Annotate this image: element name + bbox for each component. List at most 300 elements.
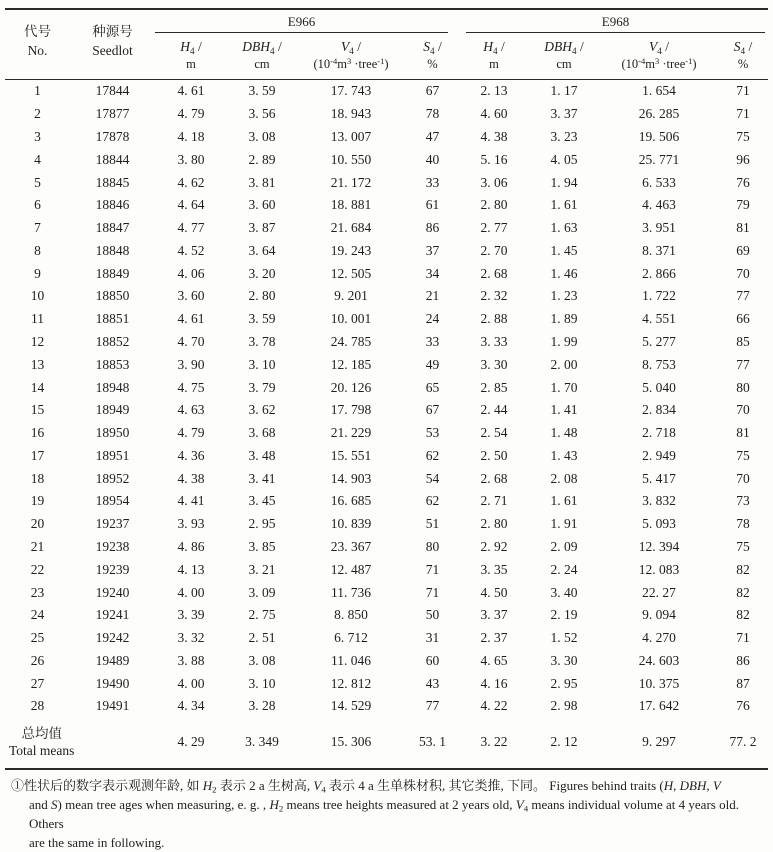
cell-e966-s4: 33 bbox=[425, 333, 440, 349]
table-row bbox=[5, 399, 768, 422]
cell-e966-v4: 13. 007 bbox=[330, 128, 372, 144]
cell-e966-v4: 20. 126 bbox=[330, 379, 372, 395]
cell-no: 15 bbox=[30, 402, 45, 418]
header-e966-dbh4 bbox=[227, 33, 297, 80]
table-row bbox=[5, 308, 768, 331]
cell-e968-h4: 2. 80 bbox=[480, 197, 508, 213]
cell-e966-dbh4: 3. 64 bbox=[248, 242, 276, 258]
cell-e966-h4: 4. 41 bbox=[177, 493, 205, 509]
header-group-e966 bbox=[155, 9, 460, 33]
cell-e968-dbh4: 3. 40 bbox=[550, 584, 578, 600]
cell-e968-s4: 71 bbox=[736, 106, 750, 122]
cell-e968-dbh4: 3. 37 bbox=[550, 106, 578, 122]
total-e966-s4: 53. 1 bbox=[405, 718, 460, 769]
header-e966-v4 bbox=[297, 33, 405, 80]
cell-seedlot: 19237 bbox=[95, 516, 130, 532]
cell-e966-v4: 6. 712 bbox=[334, 630, 368, 646]
cell-seedlot: 18852 bbox=[95, 333, 130, 349]
table-row bbox=[5, 103, 768, 126]
cell-e968-v4: 12. 394 bbox=[638, 539, 680, 555]
cell-e968-s4: 79 bbox=[736, 197, 750, 213]
footnote-line: are the same in following. bbox=[29, 834, 165, 850]
cell-e966-h4: 3. 39 bbox=[177, 607, 205, 623]
cell-e966-h4: 4. 75 bbox=[177, 379, 205, 395]
table-footer bbox=[5, 718, 768, 769]
cell-e968-dbh4: 2. 08 bbox=[550, 470, 578, 486]
h4-label: $H_4$ / bbox=[180, 39, 202, 56]
cell-e968-h4: 4. 16 bbox=[480, 675, 508, 691]
cell-e966-v4: 17. 798 bbox=[330, 402, 372, 418]
cell-e966-s4: 80 bbox=[425, 539, 440, 555]
cell-e966-v4: 10. 550 bbox=[330, 151, 372, 167]
table-row bbox=[5, 194, 768, 217]
cell-e966-s4: 43 bbox=[425, 675, 440, 691]
cell-seedlot: 19490 bbox=[95, 675, 130, 691]
cell-e968-dbh4: 1. 91 bbox=[550, 516, 578, 532]
cell-e966-v4: 19. 243 bbox=[330, 242, 372, 258]
cell-e966-v4: 24. 785 bbox=[330, 333, 372, 349]
cell-e966-v4: 12. 812 bbox=[330, 675, 372, 691]
cell-seedlot: 18948 bbox=[95, 379, 130, 395]
cell-seedlot: 18851 bbox=[95, 311, 130, 327]
table-row bbox=[5, 262, 768, 285]
total-e966-dbh4: 3. 349 bbox=[227, 718, 297, 769]
cell-e968-v4: 3. 951 bbox=[642, 220, 676, 236]
cell-e968-v4: 5. 040 bbox=[642, 379, 676, 395]
cell-e966-h4: 4. 00 bbox=[177, 675, 205, 691]
cell-e968-dbh4: 1. 89 bbox=[550, 311, 578, 327]
total-means-row bbox=[5, 718, 768, 769]
cell-e966-v4: 11. 046 bbox=[331, 652, 371, 668]
cell-e968-dbh4: 1. 70 bbox=[550, 379, 578, 395]
total-e968-v4: 9. 297 bbox=[600, 718, 718, 769]
cell-e968-dbh4: 1. 61 bbox=[550, 197, 578, 213]
cell-no: 14 bbox=[30, 379, 45, 395]
cell-e968-v4: 8. 371 bbox=[642, 242, 676, 258]
cell-e966-h4: 4. 36 bbox=[177, 447, 205, 463]
cell-e966-dbh4: 3. 41 bbox=[248, 470, 276, 486]
cell-e968-s4: 86 bbox=[736, 652, 750, 668]
cell-seedlot: 17878 bbox=[95, 128, 130, 144]
dbh4-unit: cm bbox=[556, 57, 572, 71]
cell-seedlot: 18949 bbox=[95, 402, 130, 418]
cell-e966-s4: 53 bbox=[425, 425, 440, 441]
cell-e966-dbh4: 3. 10 bbox=[248, 356, 276, 372]
cell-e966-v4: 12. 505 bbox=[330, 265, 372, 281]
header-no bbox=[5, 9, 70, 80]
cell-no: 25 bbox=[30, 630, 45, 646]
cell-e966-dbh4: 2. 75 bbox=[248, 607, 276, 623]
v4-unit: ($10^{-4}m^3$ ·tree$^{-1}$) bbox=[621, 55, 697, 71]
cell-seedlot: 19239 bbox=[95, 561, 130, 577]
cell-e968-v4: 19. 506 bbox=[638, 128, 680, 144]
h4-label: $H_4$ / bbox=[483, 39, 505, 56]
cell-e966-h4: 4. 64 bbox=[177, 197, 205, 213]
cell-e966-v4: 18. 943 bbox=[330, 106, 372, 122]
header-seedlot-en: Seedlot bbox=[92, 43, 133, 58]
cell-e966-s4: 61 bbox=[425, 197, 440, 213]
cell-e968-v4: 17. 642 bbox=[638, 698, 680, 714]
cell-no: 3 bbox=[34, 128, 41, 144]
cell-e966-dbh4: 3. 79 bbox=[248, 379, 276, 395]
cell-e966-v4: 18. 881 bbox=[330, 197, 372, 213]
cell-e968-v4: 2. 834 bbox=[642, 402, 676, 418]
cell-e968-s4: 96 bbox=[736, 151, 750, 167]
cell-e968-s4: 69 bbox=[736, 242, 750, 258]
cell-e968-v4: 9. 094 bbox=[642, 607, 676, 623]
cell-no: 26 bbox=[30, 652, 45, 668]
cell-seedlot: 18952 bbox=[95, 470, 130, 486]
cell-e966-h4: 4. 61 bbox=[177, 83, 205, 99]
cell-e966-s4: 51 bbox=[425, 516, 440, 532]
cell-seedlot: 18850 bbox=[95, 288, 130, 304]
cell-seedlot: 17877 bbox=[95, 106, 130, 122]
cell-e966-v4: 14. 529 bbox=[330, 698, 372, 714]
cell-e966-v4: 16. 685 bbox=[330, 493, 372, 509]
cell-seedlot: 18950 bbox=[95, 425, 130, 441]
cell-e966-v4: 21. 172 bbox=[330, 174, 372, 190]
cell-e968-s4: 71 bbox=[736, 83, 750, 99]
cell-e968-h4: 2. 54 bbox=[480, 425, 508, 441]
cell-e966-dbh4: 2. 51 bbox=[248, 630, 276, 646]
cell-e966-h4: 4. 00 bbox=[177, 584, 205, 600]
table-row bbox=[5, 80, 768, 103]
cell-no: 10 bbox=[30, 288, 45, 304]
cell-e968-s4: 76 bbox=[736, 174, 750, 190]
cell-e968-s4: 85 bbox=[736, 333, 750, 349]
cell-seedlot: 19240 bbox=[95, 584, 130, 600]
cell-e968-h4: 3. 30 bbox=[480, 356, 508, 372]
cell-e968-v4: 2. 718 bbox=[642, 425, 676, 441]
header-e968-dbh4 bbox=[528, 33, 600, 80]
cell-e968-s4: 76 bbox=[736, 698, 750, 714]
cell-no: 8 bbox=[34, 242, 41, 258]
cell-no: 2 bbox=[34, 106, 41, 122]
s4-label: $S_4$ / bbox=[733, 39, 753, 56]
cell-e966-h4: 3. 93 bbox=[177, 516, 205, 532]
cell-e966-s4: 34 bbox=[425, 265, 440, 281]
cell-e968-s4: 71 bbox=[736, 630, 750, 646]
cell-e966-h4: 4. 79 bbox=[177, 425, 205, 441]
cell-e968-s4: 81 bbox=[736, 425, 750, 441]
table-row bbox=[5, 239, 768, 262]
cell-e966-h4: 4. 61 bbox=[177, 311, 205, 327]
dbh4-label: $DBH_4$ / bbox=[242, 39, 282, 56]
cell-e966-h4: 3. 88 bbox=[177, 652, 205, 668]
cell-e966-h4: 4. 06 bbox=[177, 265, 205, 281]
total-e966-h4: 4. 29 bbox=[155, 718, 227, 769]
header-seedlot bbox=[70, 9, 155, 80]
cell-e968-v4: 4. 463 bbox=[642, 197, 676, 213]
cell-e968-dbh4: 1. 46 bbox=[550, 265, 578, 281]
cell-e968-s4: 77 bbox=[736, 288, 750, 304]
cell-e966-h4: 4. 70 bbox=[177, 333, 205, 349]
cell-e968-dbh4: 1. 45 bbox=[550, 242, 578, 258]
cell-e966-s4: 54 bbox=[425, 470, 440, 486]
cell-e966-dbh4: 3. 45 bbox=[248, 493, 276, 509]
cell-e966-s4: 50 bbox=[425, 607, 440, 623]
cell-e966-h4: 4. 63 bbox=[177, 402, 205, 418]
cell-e966-s4: 71 bbox=[425, 584, 440, 600]
table-row bbox=[5, 490, 768, 513]
header-seedlot-zh: 种源号 bbox=[92, 24, 133, 39]
cell-e966-dbh4: 2. 95 bbox=[248, 516, 276, 532]
cell-e968-v4: 22. 27 bbox=[642, 584, 676, 600]
cell-e966-dbh4: 2. 80 bbox=[248, 288, 276, 304]
cell-e966-dbh4: 3. 59 bbox=[248, 311, 276, 327]
cell-seedlot: 18844 bbox=[95, 151, 130, 167]
cell-e968-dbh4: 1. 43 bbox=[550, 447, 578, 463]
cell-e966-dbh4: 3. 68 bbox=[248, 425, 276, 441]
cell-e968-h4: 2. 13 bbox=[480, 83, 508, 99]
s4-label: $S_4$ / bbox=[423, 39, 442, 56]
table-row bbox=[5, 581, 768, 604]
cell-e968-s4: 70 bbox=[736, 265, 750, 281]
table-row bbox=[5, 376, 768, 399]
cell-e966-h4: 3. 32 bbox=[177, 630, 205, 646]
cell-seedlot: 18849 bbox=[95, 265, 130, 281]
cell-e968-dbh4: 1. 48 bbox=[550, 425, 578, 441]
cell-e968-dbh4: 1. 94 bbox=[550, 174, 578, 190]
cell-e966-v4: 14. 903 bbox=[330, 470, 372, 486]
cell-no: 24 bbox=[30, 607, 45, 623]
table-row bbox=[5, 148, 768, 171]
table-row bbox=[5, 353, 768, 376]
cell-seedlot: 18951 bbox=[95, 447, 130, 463]
table-row bbox=[5, 422, 768, 445]
cell-no: 7 bbox=[34, 220, 41, 236]
total-label-zh: 总均值 bbox=[21, 725, 62, 741]
cell-e966-v4: 21. 229 bbox=[330, 425, 372, 441]
cell-e966-h4: 4. 34 bbox=[177, 698, 205, 714]
cell-e966-v4: 23. 367 bbox=[330, 539, 372, 555]
h4-unit: m bbox=[186, 57, 196, 71]
cell-e966-h4: 4. 52 bbox=[177, 242, 205, 258]
cell-e966-v4: 8. 850 bbox=[334, 607, 368, 623]
cell-e968-h4: 3. 06 bbox=[480, 174, 508, 190]
footnote-line: and S) mean tree ages when measuring, e. g. , $H_2$ means tree heights measured at 2 years old, $V_4$ means individual volume at 4 years old. Others bbox=[29, 796, 739, 831]
total-label-en: Total means bbox=[9, 742, 75, 758]
table-row bbox=[5, 126, 768, 149]
header-e968-s4 bbox=[718, 33, 768, 80]
cell-e966-h4: 4. 86 bbox=[177, 539, 205, 555]
cell-e966-dbh4: 3. 56 bbox=[248, 106, 276, 122]
cell-e966-s4: 60 bbox=[425, 652, 440, 668]
cell-no: 5 bbox=[34, 174, 41, 190]
cell-seedlot: 18848 bbox=[95, 242, 130, 258]
cell-e968-h4: 2. 71 bbox=[480, 493, 508, 509]
cell-e968-s4: 77 bbox=[736, 356, 750, 372]
cell-e968-v4: 25. 771 bbox=[638, 151, 680, 167]
cell-e966-dbh4: 3. 62 bbox=[248, 402, 276, 418]
cell-e968-dbh4: 2. 19 bbox=[550, 607, 578, 623]
cell-e966-v4: 9. 201 bbox=[334, 288, 368, 304]
table-footnote bbox=[5, 776, 768, 852]
cell-e966-h4: 4. 62 bbox=[177, 174, 205, 190]
cell-e968-v4: 10. 375 bbox=[638, 675, 680, 691]
cell-e968-v4: 2. 866 bbox=[642, 265, 676, 281]
cell-e966-dbh4: 3. 81 bbox=[248, 174, 276, 190]
cell-seedlot: 19242 bbox=[95, 630, 130, 646]
cell-e966-s4: 47 bbox=[425, 128, 440, 144]
s4-unit: % bbox=[427, 57, 438, 71]
cell-e966-s4: 33 bbox=[425, 174, 440, 190]
cell-no: 18 bbox=[30, 470, 45, 486]
cell-e966-v4: 15. 551 bbox=[330, 447, 372, 463]
cell-no: 16 bbox=[30, 425, 45, 441]
table-row bbox=[5, 171, 768, 194]
cell-e968-h4: 4. 22 bbox=[480, 698, 508, 714]
cell-e966-dbh4: 3. 85 bbox=[248, 539, 276, 555]
table-row bbox=[5, 467, 768, 490]
cell-e968-v4: 3. 832 bbox=[642, 493, 676, 509]
cell-e968-h4: 2. 68 bbox=[480, 470, 508, 486]
cell-e968-h4: 2. 50 bbox=[480, 447, 508, 463]
cell-e968-dbh4: 1. 99 bbox=[550, 333, 578, 349]
cell-e968-s4: 87 bbox=[736, 675, 750, 691]
cell-seedlot: 19241 bbox=[95, 607, 130, 623]
cell-e968-dbh4: 2. 24 bbox=[550, 561, 578, 577]
cell-e966-h4: 4. 77 bbox=[177, 220, 205, 236]
cell-e966-dbh4: 3. 21 bbox=[248, 561, 276, 577]
cell-e968-dbh4: 1. 23 bbox=[550, 288, 578, 304]
dbh4-unit: cm bbox=[254, 57, 270, 71]
cell-seedlot: 19489 bbox=[95, 652, 130, 668]
cell-e968-s4: 75 bbox=[736, 447, 750, 463]
cell-seedlot: 18845 bbox=[95, 174, 130, 190]
cell-e966-h4: 3. 90 bbox=[177, 356, 205, 372]
cell-seedlot: 19238 bbox=[95, 539, 130, 555]
table-row bbox=[5, 695, 768, 718]
total-e966-v4: 15. 306 bbox=[297, 718, 405, 769]
header-no-zh: 代号 bbox=[24, 24, 51, 39]
s4-unit: % bbox=[737, 57, 749, 71]
cell-e966-dbh4: 3. 59 bbox=[248, 83, 276, 99]
cell-e966-s4: 21 bbox=[425, 288, 440, 304]
cell-e968-dbh4: 2. 09 bbox=[550, 539, 578, 555]
cell-e966-dbh4: 2. 89 bbox=[248, 151, 276, 167]
cell-no: 9 bbox=[34, 265, 41, 281]
cell-no: 13 bbox=[30, 356, 45, 372]
table-row bbox=[5, 650, 768, 673]
cell-no: 23 bbox=[30, 584, 45, 600]
cell-no: 21 bbox=[30, 539, 45, 555]
cell-e966-v4: 12. 185 bbox=[330, 356, 372, 372]
cell-e968-s4: 75 bbox=[736, 128, 750, 144]
cell-e966-v4: 21. 684 bbox=[330, 220, 372, 236]
cell-e966-h4: 4. 18 bbox=[177, 128, 205, 144]
cell-e966-dbh4: 3. 60 bbox=[248, 197, 276, 213]
cell-e966-s4: 37 bbox=[425, 242, 440, 258]
cell-e968-v4: 5. 417 bbox=[642, 470, 676, 486]
cell-e968-v4: 1. 654 bbox=[642, 83, 676, 99]
total-means-label bbox=[5, 718, 155, 769]
h4-unit: m bbox=[489, 57, 499, 71]
cell-e968-s4: 75 bbox=[736, 539, 750, 555]
dbh4-label: $DBH_4$ / bbox=[544, 39, 584, 56]
table-row bbox=[5, 604, 768, 627]
cell-no: 20 bbox=[30, 516, 45, 532]
cell-no: 12 bbox=[30, 333, 45, 349]
cell-e968-h4: 3. 37 bbox=[480, 607, 508, 623]
cell-e968-h4: 2. 80 bbox=[480, 516, 508, 532]
cell-e966-s4: 62 bbox=[425, 447, 440, 463]
cell-e966-v4: 10. 001 bbox=[330, 311, 372, 327]
cell-e968-s4: 82 bbox=[736, 584, 750, 600]
cell-e966-h4: 4. 79 bbox=[177, 106, 205, 122]
cell-no: 17 bbox=[30, 447, 45, 463]
cell-e968-s4: 81 bbox=[736, 220, 750, 236]
cell-seedlot: 17844 bbox=[95, 83, 130, 99]
cell-e968-v4: 2. 949 bbox=[642, 447, 676, 463]
cell-e968-h4: 2. 68 bbox=[480, 265, 508, 281]
cell-e968-s4: 73 bbox=[736, 493, 750, 509]
cell-e968-v4: 6. 533 bbox=[642, 174, 676, 190]
table-row bbox=[5, 672, 768, 695]
group-e968-label: E968 bbox=[466, 10, 765, 33]
cell-no: 4 bbox=[34, 151, 41, 167]
cell-e968-dbh4: 1. 17 bbox=[550, 83, 578, 99]
table-row bbox=[5, 217, 768, 240]
cell-e968-h4: 2. 85 bbox=[480, 379, 508, 395]
cell-e968-v4: 5. 093 bbox=[642, 516, 676, 532]
cell-e966-v4: 12. 487 bbox=[330, 561, 372, 577]
cell-seedlot: 19491 bbox=[95, 698, 130, 714]
total-e968-dbh4: 2. 12 bbox=[528, 718, 600, 769]
cell-e966-dbh4: 3. 78 bbox=[248, 333, 276, 349]
cell-e968-h4: 4. 60 bbox=[480, 106, 508, 122]
cell-e968-s4: 70 bbox=[736, 470, 750, 486]
cell-e966-v4: 10. 839 bbox=[330, 516, 372, 532]
cell-e968-v4: 4. 551 bbox=[642, 311, 676, 327]
header-e968-h4 bbox=[460, 33, 528, 80]
cell-e966-h4: 4. 13 bbox=[177, 561, 205, 577]
total-e968-s4: 77. 2 bbox=[718, 718, 768, 769]
cell-e968-h4: 4. 65 bbox=[480, 652, 508, 668]
cell-e966-h4: 3. 80 bbox=[177, 151, 205, 167]
cell-e968-dbh4: 3. 23 bbox=[550, 128, 578, 144]
cell-e968-h4: 2. 44 bbox=[480, 402, 508, 418]
cell-e968-h4: 2. 70 bbox=[480, 242, 508, 258]
cell-e968-dbh4: 1. 63 bbox=[550, 220, 578, 236]
cell-e968-h4: 3. 35 bbox=[480, 561, 508, 577]
cell-e968-s4: 82 bbox=[736, 561, 750, 577]
footnote-line: ①性状后的数字表示观测年龄, 如 $H_2$ 表示 2 a 生树高, $V_4$ 表示 4 a 生单株材积, 其它类推, 下同。 Figures behind traits (H, DBH, V bbox=[11, 777, 721, 795]
cell-e968-h4: 3. 33 bbox=[480, 333, 508, 349]
cell-e966-s4: 62 bbox=[425, 493, 440, 509]
v4-label: $V_4$ / bbox=[649, 39, 669, 56]
cell-seedlot: 18954 bbox=[95, 493, 130, 509]
cell-e966-dbh4: 3. 08 bbox=[248, 128, 276, 144]
cell-e966-dbh4: 3. 09 bbox=[248, 584, 276, 600]
cell-e968-dbh4: 2. 00 bbox=[550, 356, 578, 372]
header-no-en: No. bbox=[27, 43, 48, 58]
cell-e968-h4: 5. 16 bbox=[480, 151, 508, 167]
cell-e966-s4: 24 bbox=[425, 311, 440, 327]
table-row bbox=[5, 285, 768, 308]
cell-e966-v4: 17. 743 bbox=[330, 83, 372, 99]
header-e966-s4 bbox=[405, 33, 460, 80]
v4-unit: ($10^{-4}m^3$ ·tree$^{-1}$) bbox=[313, 55, 389, 71]
cell-e968-h4: 2. 32 bbox=[480, 288, 508, 304]
cell-e966-dbh4: 3. 10 bbox=[248, 675, 276, 691]
cell-e968-dbh4: 1. 41 bbox=[550, 402, 578, 418]
cell-e968-h4: 2. 37 bbox=[480, 630, 508, 646]
cell-seedlot: 18846 bbox=[95, 197, 130, 213]
cell-e968-s4: 70 bbox=[736, 402, 750, 418]
v4-label: $V_4$ / bbox=[341, 39, 361, 56]
cell-e968-dbh4: 1. 52 bbox=[550, 630, 578, 646]
